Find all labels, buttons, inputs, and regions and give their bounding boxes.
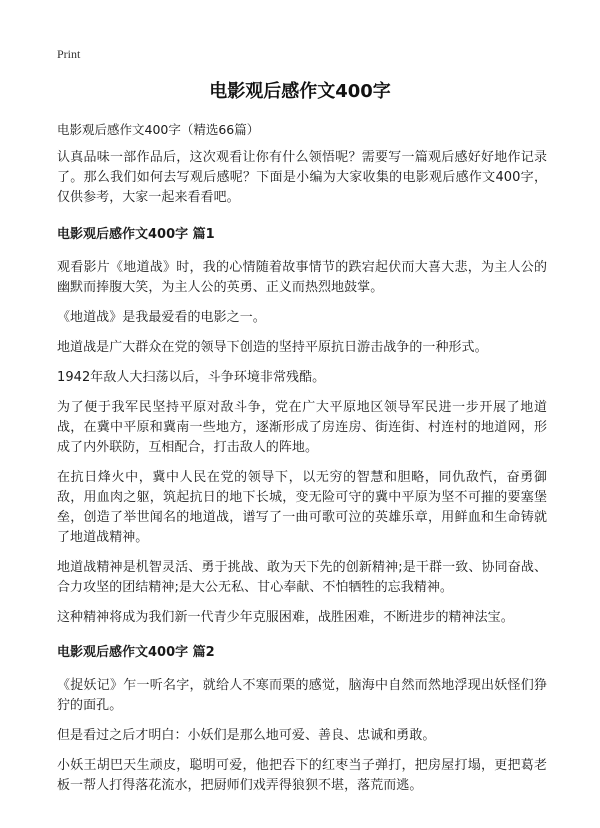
paragraph: 在抗日烽火中，冀中人民在党的领导下，以无穷的智慧和胆略，同仇敌忾，奋勇御敌，用血肉之躯，筑起抗日的地下长城，变无险可守的冀中平原为坚不可摧的要塞堡垒，创造了举世闻名的地道战，谱写了一曲可歌可泣的英雄乐章，用鲜血和生命铸就了地道战精神。 <box>57 470 547 545</box>
print-link[interactable]: Print <box>57 47 81 61</box>
paragraph: 地道战是广大群众在党的领导下创造的坚持平原抗日游击战争的一种形式。 <box>57 340 488 355</box>
paragraph: 《捉妖记》乍一听名字，就给人不寒而栗的感觉，脑海中自然而然地浮现出妖怪们狰狞的面孔。 <box>57 678 547 713</box>
paragraph: 地道战精神是机智灵活、勇于挑战、敢为天下先的创新精神;是干群一致、协同奋战、合力攻坚的团结精神;是大公无私、甘心奉献、不怕牺牲的忘我精神。 <box>57 560 547 595</box>
article-body <box>57 148 547 806</box>
article-subtitle: 电影观后感作文400字（精选66篇） <box>57 122 260 137</box>
paragraph: 但是看过之后才明白：小妖们是那么地可爱、善良、忠诚和勇敢。 <box>57 728 436 743</box>
paragraph: 观看影片《地道战》时，我的心情随着故事情节的跌宕起伏而大喜大悲，为主人公的幽默而捧腹大笑，为主人公的英勇、正义而热烈地鼓掌。 <box>57 260 547 295</box>
intro-paragraph: 认真品味一部作品后，这次观看让你有什么领悟呢？需要写一篇观后感好好地作记录了。那么我们如何去写观后感呢？下面是小编为大家收集的电影观后感作文400字，仅供参考，大家一起来看看吧。 <box>57 150 547 205</box>
paragraph: 《地道战》是我最爱看的电影之一。 <box>57 310 266 325</box>
paragraph: 这种精神将成为我们新一代青少年克服困难，战胜困难，不断进步的精神法宝。 <box>57 610 514 625</box>
paragraph: 1942年敌人大扫荡以后，斗争环境非常残酷。 <box>57 370 326 385</box>
section-heading: 电影观后感作文400字 篇2 <box>57 645 215 660</box>
paragraph: 为了便于我军民坚持平原对敌斗争，党在广大平原地区领导军民进一步开展了地道战，在冀中平原和冀南一些地方，逐渐形成了房连房、街连街、村连村的地道网，形成了内外联防，互相配合，打击敌人的阵地。 <box>57 400 547 455</box>
section-heading: 电影观后感作文400字 篇1 <box>57 227 215 242</box>
page-title: 电影观后感作文400字 <box>209 81 391 102</box>
paragraph: 小妖王胡巴天生顽皮，聪明可爱，他把吞下的红枣当子弹打，把房屋打塌，更把葛老板一帮人打得落花流水，把厨师们戏弄得狼狈不堪，落荒而逃。 <box>57 758 547 793</box>
